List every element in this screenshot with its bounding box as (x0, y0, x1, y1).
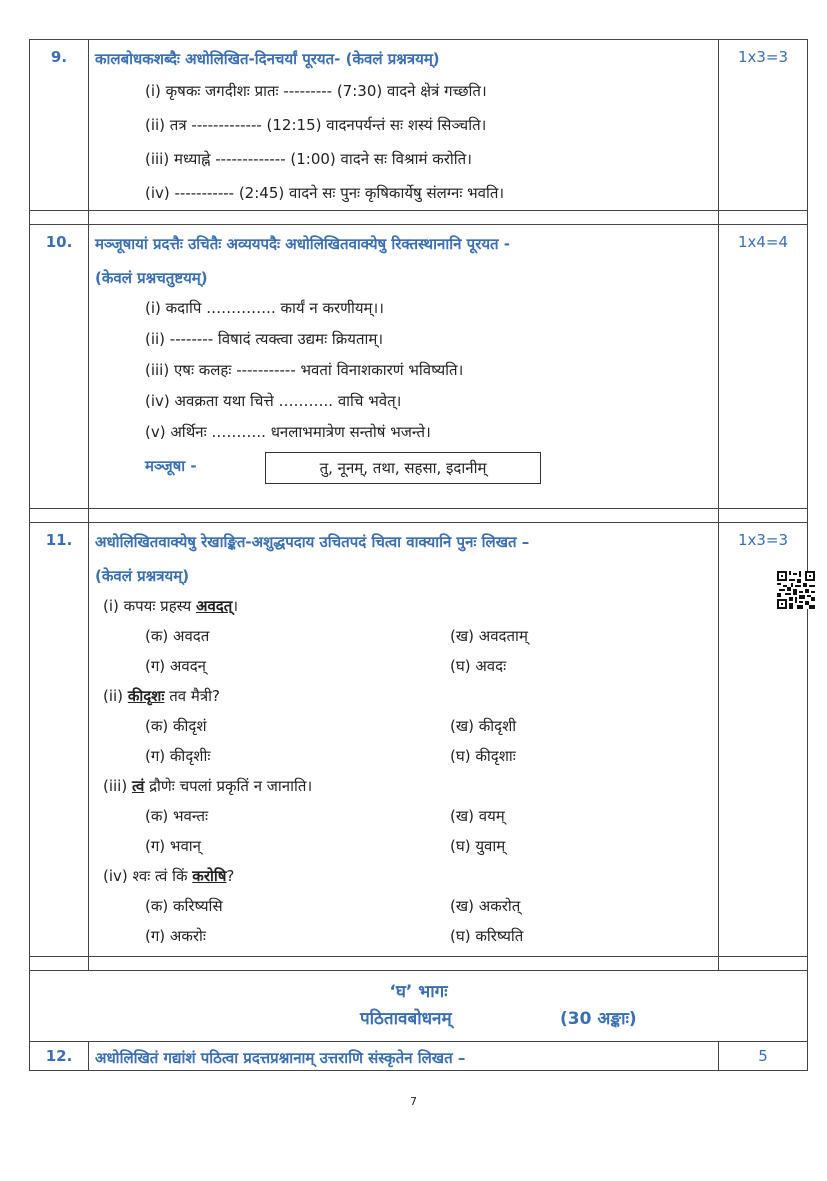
question-body (89, 523, 719, 957)
sub-question: (iii) त्वं द्रौणेः चपलां प्रकृतिं न जानाति। (103, 777, 313, 795)
question-heading: अधोलिखितवाक्येषु रेखाङ्कित-अशुद्धपदाय उचितपदं चित्वा वाक्यानि पुनः लिखत – (95, 533, 530, 551)
question-heading: कालबोधकशब्दैः अधोलिखित-दिनचर्यां पूरयत- (केवलं प्रश्नत्रयम्) (95, 50, 440, 68)
question-line: (ii) -------- विषादं त्यक्त्वा उद्यमः क्रियताम्। (145, 330, 384, 348)
underlined-word: अवदत् (195, 597, 233, 615)
question-12-row (30, 1042, 808, 1071)
spacer-row (30, 509, 808, 523)
manjusha-row (89, 448, 718, 500)
question-marks: 1x3=3 (719, 40, 808, 211)
qr-code-icon (777, 571, 815, 609)
underlined-word: त्वं (131, 777, 145, 795)
question-10-row (30, 225, 808, 509)
option: (ग) कीदृशीः (145, 747, 211, 765)
question-body (89, 225, 719, 509)
option: (ख) अवदताम् (450, 627, 528, 645)
question-line: (i) कृषकः जगदीशः प्रातः --------- (7:30) वादने क्षेत्रं गच्छति। (145, 82, 487, 100)
option-row (89, 621, 718, 651)
option: (ख) वयम् (450, 807, 505, 825)
question-11-row (30, 523, 808, 957)
question-9-row (30, 40, 808, 211)
option-row (89, 651, 718, 681)
question-marks: 1x3=3 (719, 523, 808, 957)
spacer-row (30, 957, 808, 971)
option: (घ) अवदः (450, 657, 507, 675)
question-body (89, 1042, 719, 1071)
section-subtitle: पठितावबोधनम् (360, 1009, 452, 1029)
sub-question: (i) कपयः प्रहस्य अवदत्। (103, 597, 238, 615)
question-line: (iv) ----------- (2:45) वादने सः पुनः कृषिकार्येषु संलग्नः भवति। (145, 184, 505, 202)
question-number: 12. (30, 1042, 89, 1071)
option-row (89, 801, 718, 831)
section-subtitle-row (30, 1002, 807, 1038)
question-line: (v) अर्थिनः ……….. धनलाभमात्रेण सन्तोषं भजन्ते। (145, 423, 431, 441)
page-number: 7 (410, 1095, 417, 1108)
option: (ख) अकरोत् (450, 897, 521, 915)
question-heading-note: (केवलं प्रश्नत्रयम्) (95, 567, 190, 585)
option-row (89, 921, 718, 951)
option-row (89, 831, 718, 861)
section-title: ‘घ’ भागः (389, 982, 448, 1002)
question-line: (ii) तत्र ------------- (12:15) वादनपर्यन्तं सः शस्यं सिञ्चति। (145, 116, 487, 134)
question-line: (iv) अवक्रता यथा चित्ते ……….. वाचि भवेत्। (145, 392, 402, 410)
option: (क) अवदत (145, 627, 210, 645)
option-row (89, 711, 718, 741)
question-heading-note: (केवलं प्रश्नचतुष्टयम्) (95, 269, 208, 287)
option: (क) करिष्यसि (145, 897, 223, 915)
option: (ग) अकरोः (145, 927, 206, 945)
question-body (89, 40, 719, 211)
option: (घ) युवाम् (450, 837, 506, 855)
option: (घ) करिष्यति (450, 927, 524, 945)
question-marks: 1x4=4 (719, 225, 808, 509)
sub-question: (ii) कीदृशः तव मैत्री? (103, 687, 220, 705)
underlined-word: करोषि (192, 867, 227, 885)
question-marks: 5 (719, 1042, 808, 1071)
manjusha-word-box: तु, नूनम्, तथा, सहसा, इदानीम् (265, 452, 541, 484)
question-table (29, 39, 808, 1071)
question-line: (iii) मध्याह्ने ------------- (1:00) वादने सः विश्रामं करोति। (145, 150, 472, 168)
section-marks: (30 अङ्काः) (560, 1009, 637, 1029)
option: (क) कीदृशं (145, 717, 207, 735)
manjusha-label: मञ्जूषा - (145, 457, 197, 475)
option: (क) भवन्तः (145, 807, 209, 825)
question-number: 9. (30, 40, 89, 211)
option: (ख) कीदृशी (450, 717, 517, 735)
question-heading: मञ्जूषायां प्रदत्तैः उचितैः अव्ययपदैः अधोलिखितवाक्येषु रिक्तस्थानानि पूरयत - (95, 235, 511, 253)
section-header-row (30, 971, 808, 1042)
question-line: (i) कदापि ………….. कार्यं न करणीयम्।। (145, 299, 384, 317)
question-line: (iii) एषः कलहः ----------- भवतां विनाशकारणं भविष्यति। (145, 361, 464, 379)
option: (ग) अवदन् (145, 657, 207, 675)
sub-question: (iv) श्वः त्वं किं करोषि? (103, 867, 235, 885)
option-row (89, 741, 718, 771)
option: (ग) भवान् (145, 837, 202, 855)
question-number: 10. (30, 225, 89, 509)
question-number: 11. (30, 523, 89, 957)
option-row (89, 891, 718, 921)
spacer-row (30, 211, 808, 225)
question-heading: अधोलिखितं गद्यांशं पठित्वा प्रदत्तप्रश्नानाम् उत्तराणि संस्कृतेन लिखत – (95, 1049, 466, 1067)
option: (घ) कीदृशाः (450, 747, 516, 765)
section-header (30, 971, 808, 1042)
underlined-word: कीदृशः (127, 687, 165, 705)
